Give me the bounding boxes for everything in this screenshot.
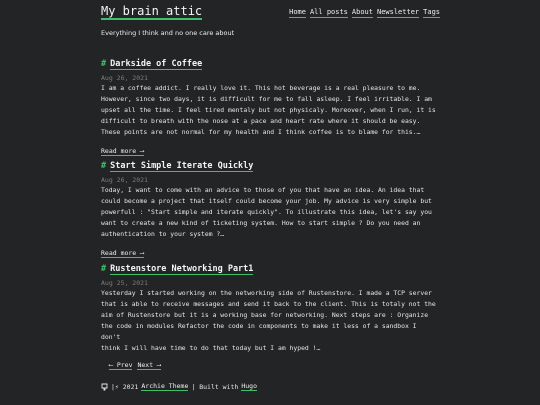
site-footer — [101, 382, 257, 391]
main-nav — [289, 8, 440, 18]
heading-hash: # — [101, 264, 107, 274]
post-title — [101, 59, 439, 70]
footer-separator: | Built with — [191, 382, 239, 391]
post-excerpt: I am a coffee addict. I really love it. This hot beverage is a real pleasure to me. However, since two days, it is difficult for me to fall asleep. I feel irritable. I am upset all the time. I feel tired mentaly but not physicaly. Moreover, when I run, it is difficult to breath with the nose at a pace and heart rate where it should be easy. These points are not normal for my health and I think coffee is to blame for this.… — [101, 84, 436, 136]
prev-page-link[interactable]: ⟵ Prev — [109, 361, 133, 369]
site-tagline: Everything I think and no one care about — [101, 29, 235, 37]
hugo-link[interactable]: Hugo — [241, 382, 257, 390]
post-date: Aug 26, 2021 — [101, 176, 148, 184]
post-date: Aug 25, 2021 — [101, 279, 148, 287]
post-date: Aug 26, 2021 — [101, 74, 148, 82]
read-more-link[interactable]: Read more ⟶ — [101, 146, 145, 155]
post-item — [101, 161, 439, 259]
next-page-link[interactable]: Next ⟶ — [137, 361, 161, 369]
post-excerpt: Yesterday I started working on the networking side of Rustenstore. I made a TCP server that is able to receive messages and send it back to the client. This is totaly not the aim of Rustenstore but it is a working base for networking. Next steps are : Organize the code in modules Refactor the code in components to make it less of a sandbox I don't think I will have time to do that today but I am hyped !… — [101, 289, 436, 352]
post-item — [101, 59, 439, 157]
post-excerpt: Today, I want to come with an advice to those of you that have an idea. An idea that could become a project that itself could become your job. My advice is very simple but powerfull : "Start simple and iterate quickly". To illustrate this idea, let's say you want to create a new kind of ticketing system. How to start simple ? Do you need an authentication to your system ?… — [101, 186, 432, 238]
nav-about[interactable]: About — [351, 8, 373, 16]
pagination — [109, 361, 161, 370]
nav-home[interactable]: Home — [289, 8, 306, 16]
github-icon[interactable] — [101, 383, 108, 391]
post-item — [101, 264, 439, 353]
post-title-link[interactable]: Rustenstore Networking Part1 — [110, 264, 254, 274]
theme-link[interactable]: Archie Theme — [141, 382, 189, 390]
heading-hash: # — [101, 59, 107, 69]
heading-hash: # — [101, 161, 107, 171]
footer-copyright: |⚡ 2021 — [111, 382, 139, 391]
post-title — [101, 264, 439, 275]
nav-newsletter[interactable]: Newsletter — [376, 8, 420, 16]
nav-all-posts[interactable]: All posts — [309, 8, 348, 16]
post-title — [101, 161, 439, 172]
read-more-link[interactable]: Read more ⟶ — [101, 248, 145, 257]
post-title-link[interactable]: Start Simple Iterate Quickly — [110, 161, 254, 171]
post-title-link[interactable]: Darkside of Coffee — [110, 59, 203, 69]
site-title-link[interactable]: My brain attic — [101, 4, 203, 18]
nav-tags[interactable]: Tags — [423, 8, 440, 16]
